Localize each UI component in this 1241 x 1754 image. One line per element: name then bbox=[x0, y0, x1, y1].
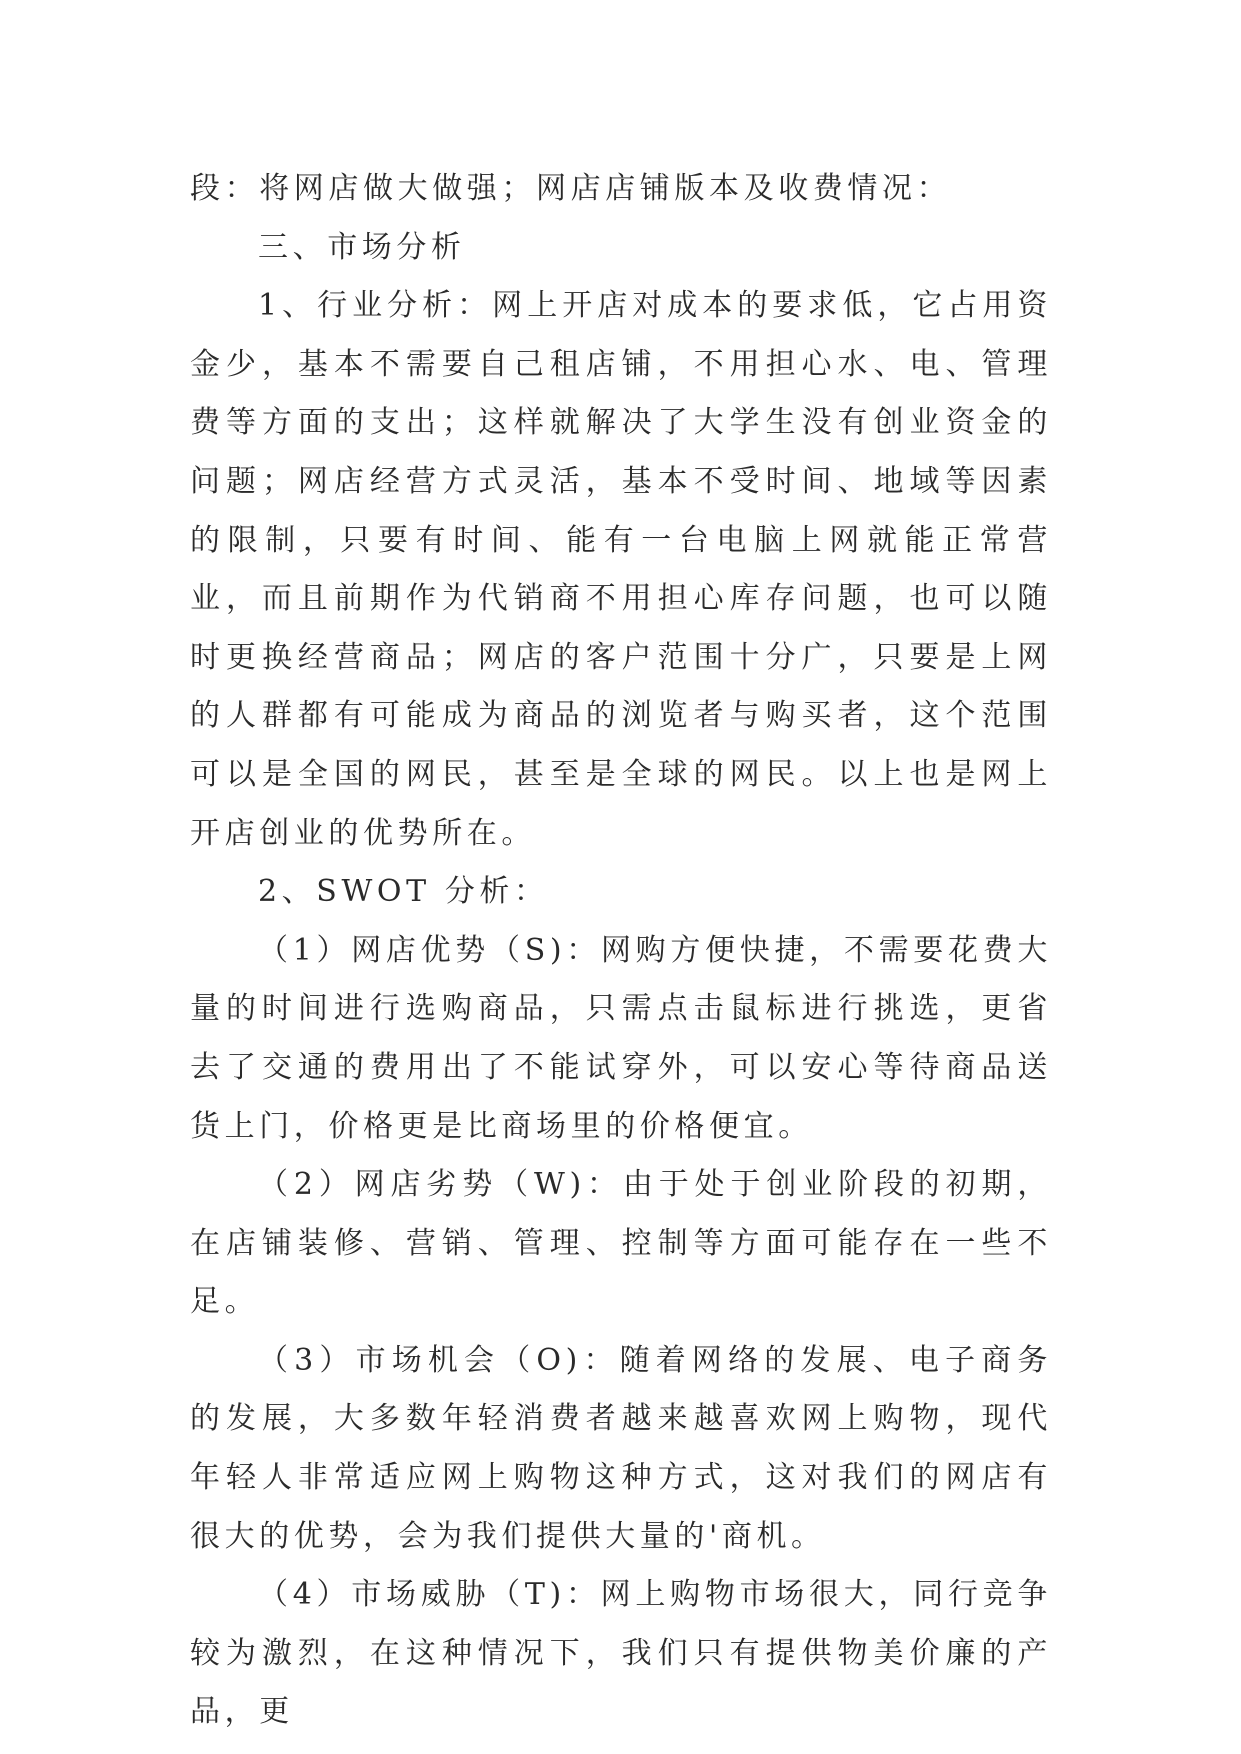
paragraph-opportunities: （3）市场机会（O)：随着网络的发展、电子商务的发展，大多数年轻消费者越来越喜欢网上购物，现代年轻人非常适应网上购物这种方式，这对我们的网店有很大的优势，会为我们提供大量的'商机。 bbox=[190, 1342, 1052, 1554]
document-body bbox=[190, 160, 1052, 1742]
paragraph-industry-analysis: 1、行业分析：网上开店对成本的要求低，它占用资金少，基本不需要自己租店铺，不用担心水、电、管理费等方面的支出；这样就解决了大学生没有创业资金的问题；网店经营方式灵活，基本不受时间、地域等因素的限制，只要有时间、能有一台电脑上网就能正常营业，而且前期作为代销商不用担心库存问题，也可以随时更换经营商品；网店的客户范围十分广，只要是上网的人群都有可能成为商品的浏览者与购买者，这个范围可以是全国的网民，甚至是全球的网民。以上也是网上开店创业的优势所在。 bbox=[190, 288, 1052, 851]
paragraph-weaknesses: （2）网店劣势（W)：由于处于创业阶段的初期，在店铺装修、营销、管理、控制等方面可能存在一些不足。 bbox=[190, 1167, 1052, 1320]
section-heading-market-analysis: 三、市场分析 bbox=[258, 229, 466, 265]
paragraph-strengths: （1）网店优势（S)：网购方便快捷，不需要花费大量的时间进行选购商品，只需点击鼠标进行挑选，更省去了交通的费用出了不能试穿外，可以安心等待商品送货上门，价格更是比商场里的价格便宜。 bbox=[190, 932, 1052, 1144]
paragraph-continuation: 段：将网店做大做强；网店店铺版本及收费情况： bbox=[190, 171, 952, 206]
paragraph-threats: （4）市场威胁（T)：网上购物市场很大，同行竞争较为激烈，在这种情况下，我们只有提供物美价廉的产品，更 bbox=[190, 1577, 1052, 1730]
subheading-swot-analysis: 2、SWOT 分析： bbox=[258, 874, 549, 910]
